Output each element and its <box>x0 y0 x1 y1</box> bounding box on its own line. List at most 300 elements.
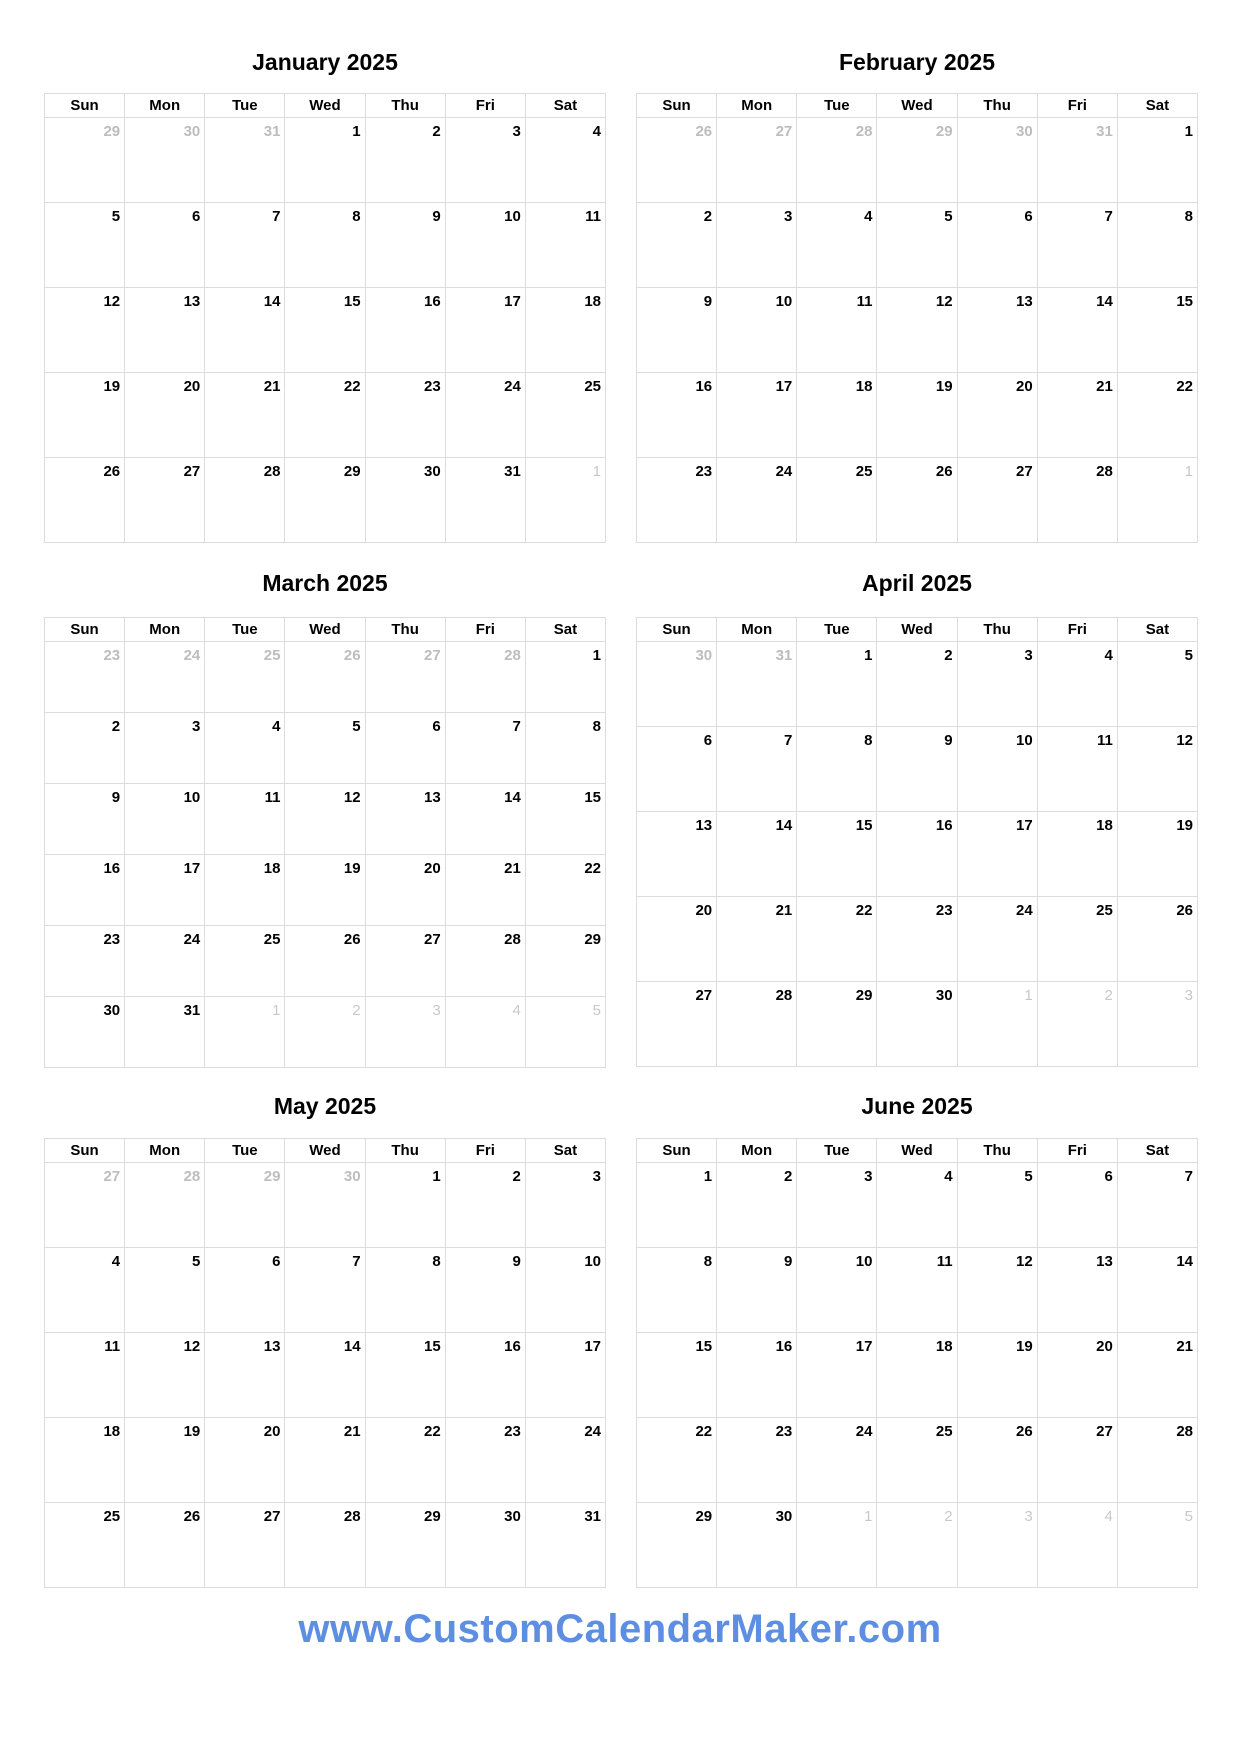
weekday-header-fri: Fri <box>445 618 525 642</box>
day-cell <box>525 118 605 203</box>
day-number: 28 <box>263 463 281 480</box>
day-cell <box>445 373 525 458</box>
day-number: 7 <box>1184 1168 1193 1185</box>
day-cell <box>1037 812 1117 897</box>
day-cell-other-month <box>525 458 605 543</box>
day-cell <box>125 784 205 855</box>
day-number: 29 <box>695 1508 713 1525</box>
month-title: February 2025 <box>839 49 995 75</box>
day-number: 23 <box>935 902 953 919</box>
day-number: 29 <box>343 463 361 480</box>
day-cell <box>957 897 1037 982</box>
day-cell-other-month <box>365 642 445 713</box>
day-number: 10 <box>584 1253 601 1270</box>
day-number: 11 <box>856 293 873 310</box>
weekday-header-thu: Thu <box>957 1139 1037 1163</box>
day-number: 19 <box>343 860 361 877</box>
day-cell <box>45 203 125 288</box>
day-cell <box>285 288 365 373</box>
day-number: 28 <box>1096 463 1113 480</box>
day-number: 16 <box>504 1338 521 1355</box>
day-number: 1 <box>432 1168 441 1185</box>
day-cell <box>285 1248 365 1333</box>
day-number: 12 <box>183 1338 201 1355</box>
week-row <box>637 897 1198 982</box>
calendar-grid <box>44 617 606 1068</box>
day-cell <box>637 458 717 543</box>
day-cell <box>1037 458 1117 543</box>
weekday-header-tue: Tue <box>205 94 285 118</box>
day-cell <box>365 118 445 203</box>
day-cell-other-month <box>285 642 365 713</box>
day-number: 30 <box>183 123 201 140</box>
day-cell <box>525 1163 605 1248</box>
day-number: 24 <box>855 1423 873 1440</box>
day-cell <box>637 1333 717 1418</box>
weekday-header-thu: Thu <box>365 618 445 642</box>
day-cell <box>525 642 605 713</box>
day-number: 5 <box>1184 647 1193 664</box>
day-cell <box>957 373 1037 458</box>
day-cell <box>525 288 605 373</box>
website-link-text: www.CustomCalendarMaker.com <box>298 1607 942 1651</box>
day-number: 2 <box>111 718 121 735</box>
day-number: 12 <box>103 293 121 310</box>
day-number: 25 <box>935 1423 953 1440</box>
day-cell <box>45 458 125 543</box>
day-number: 11 <box>585 208 601 225</box>
day-cell <box>957 1418 1037 1503</box>
weekday-header-mon: Mon <box>125 618 205 642</box>
calendar-grid <box>636 1138 1198 1588</box>
day-cell <box>445 713 525 784</box>
day-number: 24 <box>1016 902 1033 919</box>
day-number: 28 <box>343 1508 361 1525</box>
day-cell <box>717 1248 797 1333</box>
day-number: 28 <box>504 931 521 948</box>
day-cell <box>525 203 605 288</box>
day-cell <box>957 812 1037 897</box>
day-cell <box>877 982 957 1067</box>
weekday-header-tue: Tue <box>797 1139 877 1163</box>
day-cell <box>205 713 285 784</box>
day-cell-other-month <box>125 1163 205 1248</box>
day-number: 29 <box>935 123 953 140</box>
day-cell <box>1037 1163 1117 1248</box>
day-cell <box>957 727 1037 812</box>
day-cell <box>45 713 125 784</box>
day-number: 20 <box>695 902 713 919</box>
day-cell <box>45 926 125 997</box>
day-cell <box>877 1333 957 1418</box>
footer-watermark <box>0 1607 1240 1652</box>
day-cell <box>637 727 717 812</box>
day-cell <box>877 373 957 458</box>
day-number: 23 <box>504 1423 521 1440</box>
day-cell <box>1117 642 1197 727</box>
day-cell-other-month <box>205 118 285 203</box>
month-title: January 2025 <box>252 49 398 75</box>
day-cell <box>45 288 125 373</box>
day-cell <box>205 1333 285 1418</box>
day-cell <box>365 1333 445 1418</box>
day-number: 30 <box>504 1508 521 1525</box>
day-number: 9 <box>111 789 121 806</box>
day-number: 26 <box>935 463 953 480</box>
day-number: 10 <box>855 1253 873 1270</box>
day-number: 18 <box>935 1338 953 1355</box>
day-number: 26 <box>343 647 361 664</box>
day-cell <box>1037 727 1117 812</box>
day-number: 17 <box>775 378 793 395</box>
weekday-header-wed: Wed <box>877 94 957 118</box>
week-row <box>45 1163 606 1248</box>
day-cell-other-month <box>717 642 797 727</box>
day-number: 17 <box>584 1338 601 1355</box>
day-cell <box>717 1418 797 1503</box>
day-number: 9 <box>783 1253 793 1270</box>
day-cell-other-month <box>205 997 285 1068</box>
day-cell <box>525 784 605 855</box>
day-cell <box>525 373 605 458</box>
week-row <box>45 784 606 855</box>
day-number: 13 <box>183 293 201 310</box>
week-row <box>45 288 606 373</box>
day-cell <box>365 1163 445 1248</box>
day-cell <box>365 458 445 543</box>
day-cell <box>445 1333 525 1418</box>
day-cell <box>637 288 717 373</box>
day-number: 23 <box>103 647 121 664</box>
day-cell <box>365 1248 445 1333</box>
day-cell <box>125 1248 205 1333</box>
day-cell <box>365 926 445 997</box>
day-number: 25 <box>855 463 873 480</box>
day-number: 8 <box>864 732 873 749</box>
week-row <box>45 373 606 458</box>
day-cell-other-month <box>285 1163 365 1248</box>
day-number: 11 <box>936 1253 953 1270</box>
day-cell-other-month <box>1117 1503 1197 1588</box>
day-cell <box>717 203 797 288</box>
day-cell <box>365 784 445 855</box>
day-cell-other-month <box>957 1503 1037 1588</box>
month-title: June 2025 <box>861 1093 973 1119</box>
day-cell <box>445 118 525 203</box>
day-cell <box>285 1503 365 1588</box>
day-number: 19 <box>935 378 953 395</box>
week-row <box>637 727 1198 812</box>
calendar-grid <box>636 93 1198 543</box>
day-number: 18 <box>855 378 873 395</box>
day-cell <box>877 1248 957 1333</box>
weekday-header-tue: Tue <box>797 618 877 642</box>
day-cell <box>797 1248 877 1333</box>
day-cell <box>957 1248 1037 1333</box>
day-number: 1 <box>1024 987 1033 1004</box>
day-cell <box>45 855 125 926</box>
day-number: 27 <box>183 463 201 480</box>
day-number: 30 <box>424 463 441 480</box>
day-number: 14 <box>1176 1253 1193 1270</box>
day-number: 1 <box>1184 463 1193 480</box>
day-cell <box>205 203 285 288</box>
day-number: 10 <box>504 208 521 225</box>
day-cell <box>957 1333 1037 1418</box>
day-cell-other-month <box>1117 458 1197 543</box>
day-number: 28 <box>1176 1423 1193 1440</box>
week-row <box>45 1503 606 1588</box>
day-cell <box>637 812 717 897</box>
day-number: 3 <box>864 1168 873 1185</box>
day-number: 18 <box>263 860 281 877</box>
week-row <box>637 118 1198 203</box>
day-cell-other-month <box>797 1503 877 1588</box>
day-number: 2 <box>352 1002 361 1019</box>
weekday-header-row <box>637 1139 1198 1163</box>
day-cell <box>1037 373 1117 458</box>
day-cell <box>125 926 205 997</box>
day-number: 28 <box>855 123 873 140</box>
day-cell <box>717 1163 797 1248</box>
day-number: 17 <box>183 860 201 877</box>
week-row <box>45 1333 606 1418</box>
day-number: 25 <box>103 1508 121 1525</box>
day-number: 2 <box>944 647 953 664</box>
weekday-header-sat: Sat <box>525 618 605 642</box>
week-row <box>45 997 606 1068</box>
day-number: 14 <box>263 293 281 310</box>
day-cell <box>125 1418 205 1503</box>
day-cell <box>365 288 445 373</box>
day-number: 9 <box>432 208 441 225</box>
day-number: 8 <box>703 1253 713 1270</box>
day-number: 6 <box>272 1253 281 1270</box>
day-cell <box>637 203 717 288</box>
day-cell <box>445 1503 525 1588</box>
day-number: 4 <box>111 1253 121 1270</box>
day-cell <box>285 458 365 543</box>
day-cell <box>877 642 957 727</box>
day-cell <box>637 897 717 982</box>
day-number: 19 <box>183 1423 201 1440</box>
day-cell <box>445 1248 525 1333</box>
weekday-header-sun: Sun <box>637 94 717 118</box>
weekday-header-thu: Thu <box>957 94 1037 118</box>
day-number: 24 <box>183 931 201 948</box>
day-number: 22 <box>343 378 361 395</box>
week-row <box>637 642 1198 727</box>
day-cell <box>285 1418 365 1503</box>
day-number: 5 <box>1184 1508 1193 1525</box>
day-number: 5 <box>191 1253 201 1270</box>
day-cell <box>877 897 957 982</box>
day-number: 2 <box>783 1168 793 1185</box>
weekday-header-tue: Tue <box>797 94 877 118</box>
day-cell <box>365 203 445 288</box>
day-cell <box>1037 642 1117 727</box>
week-row <box>637 288 1198 373</box>
day-number: 31 <box>775 647 793 664</box>
day-cell-other-month <box>717 118 797 203</box>
day-number: 5 <box>352 718 361 735</box>
weekday-header-fri: Fri <box>1037 1139 1117 1163</box>
day-cell <box>125 997 205 1068</box>
day-number: 30 <box>775 1508 793 1525</box>
day-number: 9 <box>512 1253 521 1270</box>
day-cell <box>125 1333 205 1418</box>
week-row <box>45 1248 606 1333</box>
day-number: 6 <box>1024 208 1033 225</box>
day-number: 10 <box>775 293 793 310</box>
week-row <box>45 458 606 543</box>
day-cell <box>1117 897 1197 982</box>
day-cell <box>525 1503 605 1588</box>
day-cell-other-month <box>877 118 957 203</box>
day-number: 30 <box>935 987 953 1004</box>
week-row <box>637 812 1198 897</box>
day-cell <box>717 982 797 1067</box>
day-cell <box>205 373 285 458</box>
day-number: 15 <box>424 1338 441 1355</box>
weekday-header-thu: Thu <box>957 618 1037 642</box>
day-cell <box>637 982 717 1067</box>
weekday-header-tue: Tue <box>205 618 285 642</box>
day-cell <box>797 897 877 982</box>
day-cell-other-month <box>637 642 717 727</box>
calendar-grid <box>636 617 1198 1067</box>
day-cell <box>125 713 205 784</box>
day-cell <box>445 203 525 288</box>
day-cell-other-month <box>205 642 285 713</box>
weekday-header-fri: Fri <box>445 94 525 118</box>
day-cell <box>717 1333 797 1418</box>
day-number: 29 <box>103 123 121 140</box>
day-cell <box>1037 288 1117 373</box>
day-number: 24 <box>775 463 793 480</box>
day-cell <box>205 1418 285 1503</box>
day-cell <box>637 1418 717 1503</box>
day-cell <box>365 1418 445 1503</box>
day-number: 23 <box>424 378 441 395</box>
week-row <box>45 855 606 926</box>
day-cell <box>285 203 365 288</box>
day-cell <box>717 288 797 373</box>
day-cell <box>525 855 605 926</box>
day-cell <box>797 727 877 812</box>
day-number: 14 <box>775 817 793 834</box>
weekday-header-sat: Sat <box>525 1139 605 1163</box>
day-cell <box>797 1333 877 1418</box>
day-cell <box>1117 1418 1197 1503</box>
day-number: 26 <box>183 1508 201 1525</box>
week-row <box>45 642 606 713</box>
day-cell <box>365 855 445 926</box>
day-number: 23 <box>695 463 713 480</box>
day-cell <box>285 373 365 458</box>
day-number: 31 <box>504 463 521 480</box>
day-number: 22 <box>424 1423 441 1440</box>
day-cell <box>365 1503 445 1588</box>
day-number: 21 <box>1176 1338 1193 1355</box>
day-number: 26 <box>1016 1423 1033 1440</box>
day-cell <box>717 458 797 543</box>
week-row <box>45 118 606 203</box>
day-number: 9 <box>703 293 713 310</box>
day-number: 28 <box>775 987 793 1004</box>
day-number: 22 <box>695 1423 713 1440</box>
day-number: 30 <box>695 647 713 664</box>
day-cell <box>45 373 125 458</box>
day-cell-other-month <box>877 1503 957 1588</box>
day-number: 22 <box>855 902 873 919</box>
day-cell <box>285 855 365 926</box>
day-cell <box>797 1163 877 1248</box>
day-cell <box>797 1418 877 1503</box>
day-cell <box>1117 373 1197 458</box>
day-cell <box>637 1503 717 1588</box>
weekday-header-thu: Thu <box>365 1139 445 1163</box>
day-number: 6 <box>432 718 441 735</box>
day-number: 24 <box>504 378 521 395</box>
day-cell <box>205 926 285 997</box>
day-number: 17 <box>504 293 521 310</box>
day-cell <box>1117 727 1197 812</box>
day-cell <box>1037 203 1117 288</box>
day-number: 27 <box>1016 463 1033 480</box>
day-number: 11 <box>1096 732 1113 749</box>
day-cell-other-month <box>125 642 205 713</box>
day-cell <box>877 203 957 288</box>
day-number: 30 <box>1016 123 1033 140</box>
weekday-header-sun: Sun <box>45 618 125 642</box>
day-number: 13 <box>263 1338 281 1355</box>
day-cell-other-month <box>205 1163 285 1248</box>
week-row <box>637 1163 1198 1248</box>
day-number: 24 <box>584 1423 601 1440</box>
weekday-header-sat: Sat <box>1117 94 1197 118</box>
day-number: 11 <box>264 789 281 806</box>
day-number: 29 <box>263 1168 281 1185</box>
day-number: 16 <box>935 817 953 834</box>
week-row <box>637 203 1198 288</box>
day-number: 13 <box>424 789 441 806</box>
day-number: 19 <box>1176 817 1193 834</box>
day-number: 27 <box>424 647 441 664</box>
day-number: 7 <box>352 1253 361 1270</box>
day-number: 20 <box>424 860 441 877</box>
day-number: 17 <box>1016 817 1033 834</box>
day-number: 25 <box>263 647 281 664</box>
day-number: 14 <box>1096 293 1113 310</box>
day-cell <box>877 288 957 373</box>
day-number: 2 <box>703 208 713 225</box>
day-number: 21 <box>263 378 281 395</box>
day-cell <box>1037 897 1117 982</box>
weekday-header-mon: Mon <box>717 618 797 642</box>
week-row <box>45 203 606 288</box>
day-cell <box>797 812 877 897</box>
day-number: 1 <box>592 463 601 480</box>
day-cell-other-month <box>445 642 525 713</box>
day-number: 6 <box>1104 1168 1113 1185</box>
day-number: 8 <box>352 208 361 225</box>
weekday-header-sun: Sun <box>637 1139 717 1163</box>
day-number: 9 <box>944 732 953 749</box>
day-cell <box>525 1248 605 1333</box>
day-cell <box>525 926 605 997</box>
weekday-header-row <box>637 94 1198 118</box>
